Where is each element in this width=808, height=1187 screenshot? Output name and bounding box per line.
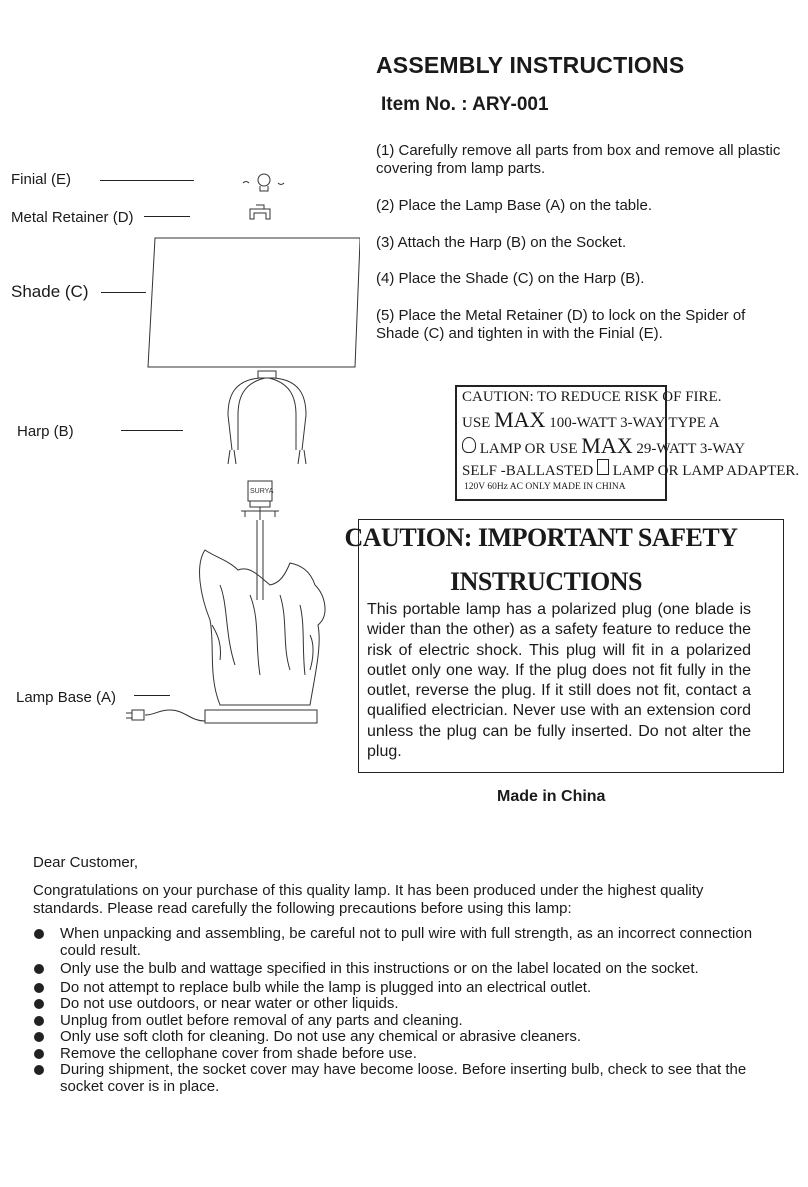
greeting: Dear Customer, <box>33 854 139 871</box>
page-title: ASSEMBLY INSTRUCTIONS <box>376 52 685 78</box>
list-item: When unpacking and assembling, be careful not to pull wire with full strength, as an incorrect connection could result. <box>33 926 773 959</box>
made-in: Made in China <box>497 788 606 805</box>
caution-line-3: LAMP OR USE MAX 29-WATT 3-WAY <box>462 433 745 459</box>
bullet-icon <box>34 999 44 1009</box>
safety-box <box>344 519 784 773</box>
intro: Congratulations on your purchase of this quality lamp. It has been produced under the highest quality standards. Please read carefully the following precautions before using this lamp: <box>33 882 704 917</box>
label-retainer: Metal Retainer (D) <box>11 209 134 226</box>
label-harp: Harp (B) <box>17 423 74 440</box>
retainer-icon <box>250 205 270 219</box>
step-1: (1) Carefully remove all parts from box and remove all plastic covering from lamp parts. <box>376 142 781 177</box>
shade-icon <box>148 238 360 367</box>
caution-label <box>455 385 800 501</box>
list-item: Do not attempt to replace bulb while the lamp is plugged into an electrical outlet. <box>33 980 773 997</box>
bullet-icon <box>34 929 44 939</box>
bullet-icon <box>34 983 44 993</box>
list-item: Remove the cellophane cover from shade before use. <box>33 1046 773 1063</box>
safety-heading-2: INSTRUCTIONS <box>450 567 642 596</box>
label-shade: Shade (C) <box>11 282 89 301</box>
bullet-icon <box>34 964 44 974</box>
caution-line-2: USE MAX 100-WATT 3-WAY TYPE A <box>462 407 720 432</box>
driftwood-icon <box>200 550 325 705</box>
bullet-icon <box>34 1065 44 1075</box>
socket-brand: SURYA <box>250 488 274 495</box>
list-item: Unplug from outlet before removal of any parts and cleaning. <box>33 1013 773 1030</box>
harp-icon <box>228 371 306 464</box>
precautions-list <box>33 926 773 1095</box>
plinth-icon <box>205 710 317 723</box>
step-3: (3) Attach the Harp (B) on the Socket. <box>376 234 627 251</box>
step-5: (5) Place the Metal Retainer (D) to lock on the Spider of Shade (C) and tighten in with the Finial (E). <box>376 307 746 342</box>
cfl-icon <box>597 459 609 475</box>
item-number: Item No. : ARY-001 <box>381 94 549 115</box>
finial-icon <box>243 174 284 191</box>
lamp-diagram <box>110 165 360 745</box>
bullet-icon <box>34 1032 44 1042</box>
cord-plug-icon <box>126 710 205 721</box>
safety-body: This portable lamp has a polarized plug (one blade is wider than the other) as a safety feature to reduce the risk of electric shock. This plug will fit in a polarized outlet only one way. If the plug does not fit fully in the outlet, reverse the plug. If it still does not fit, contact a qualified electrician. Never use with an extension cord unless the plug can be fully inserted. Do not alter the plug. <box>367 601 751 761</box>
caution-line-4: SELF -BALLASTED LAMP OR LAMP ADAPTER. <box>462 459 799 480</box>
list-item: During shipment, the socket cover may have become loose. Before inserting bulb, check to see that the socket cover is in place. <box>33 1062 773 1095</box>
safety-heading-1: CAUTION: IMPORTANT SAFETY <box>344 523 738 552</box>
caution-line-5: 120V 60Hz AC ONLY MADE IN CHINA <box>464 482 626 492</box>
step-2: (2) Place the Lamp Base (A) on the table. <box>376 197 652 214</box>
socket-icon <box>241 481 279 600</box>
list-item: Do not use outdoors, or near water or other liquids. <box>33 996 773 1013</box>
bulb-icon <box>462 437 476 453</box>
list-item: Only use the bulb and wattage specified in this instructions or on the label located on the socket. <box>33 961 773 978</box>
label-base: Lamp Base (A) <box>16 689 117 706</box>
caution-line-1: CAUTION: TO REDUCE RISK OF FIRE. <box>462 389 722 405</box>
bullet-icon <box>34 1016 44 1026</box>
bullet-icon <box>34 1049 44 1059</box>
label-finial: Finial (E) <box>11 171 72 188</box>
step-4: (4) Place the Shade (C) on the Harp (B). <box>376 270 645 287</box>
list-item: Only use soft cloth for cleaning. Do not use any chemical or abrasive cleaners. <box>33 1029 773 1046</box>
